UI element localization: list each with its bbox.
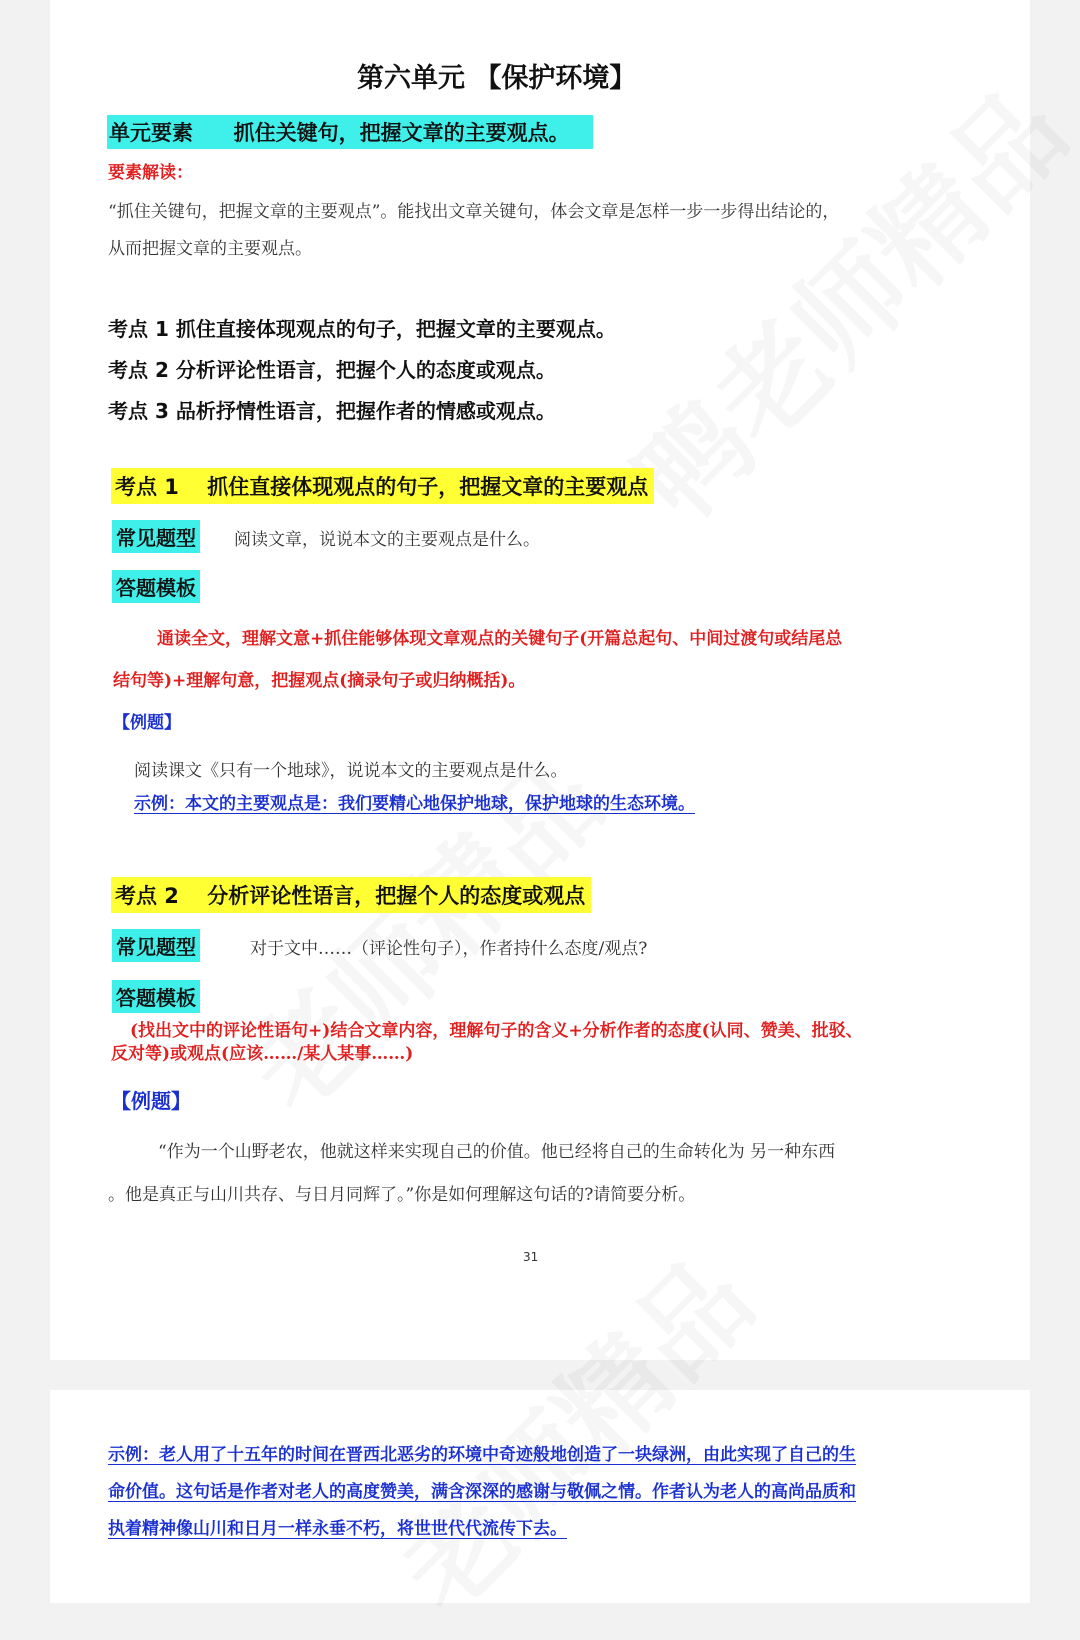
section1-template-label: 答题模板 — [112, 570, 200, 603]
section1-heading: 考点 1 抓住直接体现观点的句子，把握文章的主要观点 — [111, 468, 654, 504]
unit-element-banner — [107, 115, 593, 149]
interpretation-line-2: 从而把握文章的主要观点。 — [108, 239, 312, 259]
interpretation-label: 要素解读： — [108, 163, 193, 183]
section2-answer-line-1: 示例：老人用了十五年的时间在晋西北恶劣的环境中奇迹般地创造了一块绿洲，由此实现了自己的生 — [108, 1445, 856, 1465]
interpretation-line-1: “抓住关键句，把握文章的主要观点”。能找出文章关键句，体会文章是怎样一步一步得出结论的， — [108, 202, 840, 222]
section2-example-label: 【例题】 — [111, 1089, 191, 1113]
section1-example-answer: 示例：本文的主要观点是：我们要精心地保护地球，保护地球的生态环境。 — [134, 794, 695, 814]
key-point-2: 考点 2 分析评论性语言，把握个人的态度或观点。 — [108, 358, 556, 382]
page-number: 31 — [523, 1250, 539, 1264]
document-page-32 — [50, 1390, 1030, 1603]
section2-template-label: 答题模板 — [112, 980, 200, 1013]
key-point-3: 考点 3 品析抒情性语言，把握作者的情感或观点。 — [108, 399, 556, 423]
page-title: 第六单元 【保护环境】 — [357, 63, 637, 94]
watermark — [209, 718, 632, 1141]
section2-example-line-1: “作为一个山野老农，他就这样来实现自己的价值。他已经将自己的生命转化为 另一种东西 — [158, 1142, 836, 1162]
section2-answer-line-3: 执着精神像山川和日月一样永垂不朽，将世世代代流传下去。 — [108, 1519, 567, 1539]
section2-answer-line-2: 命价值。这句话是作者对老人的高度赞美，满含深深的感谢与敬佩之情。作者认为老人的高尚品质和 — [108, 1482, 856, 1502]
section2-common-text: 对于文中……（评论性句子），作者持什么态度/观点? — [250, 939, 648, 959]
section1-example-label: 【例题】 — [113, 713, 181, 733]
unit-element-text: 抓住关键句，把握文章的主要观点。 — [233, 121, 570, 145]
section1-common-label: 常见题型 — [112, 520, 200, 553]
key-point-1: 考点 1 抓住直接体现观点的句子，把握文章的主要观点。 — [108, 317, 616, 341]
section1-template-line-1: 通读全文，理解文意+抓住能够体现文章观点的关键句子(开篇总起句、中间过渡句或结尾总 — [157, 629, 843, 649]
section1-common-text: 阅读文章，说说本文的主要观点是什么。 — [234, 530, 540, 550]
unit-element-label: 单元要素 — [109, 121, 193, 145]
watermark — [595, 49, 1080, 550]
section1-example-question: 阅读课文《只有一个地球》，说说本文的主要观点是什么。 — [134, 761, 568, 781]
section2-template-line-1: (找出文中的评论性语句+)结合文章内容，理解句子的含义+分析作者的态度(认同、赞美、批驳、 — [130, 1021, 863, 1041]
section2-heading: 考点 2 分析评论性语言，把握个人的态度或观点 — [111, 877, 591, 913]
section2-common-label: 常见题型 — [112, 929, 200, 962]
section2-template-line-2: 反对等)或观点(应该……/某人某事……) — [111, 1044, 414, 1064]
section1-template-line-2: 结句等)+理解句意，把握观点(摘录句子或归纳概括)。 — [113, 671, 526, 691]
section2-example-line-2: 。他是真正与山川共存、与日月同辉了。”你是如何理解这句话的?请简要分析。 — [108, 1185, 696, 1205]
document-page-31 — [50, 0, 1030, 1360]
